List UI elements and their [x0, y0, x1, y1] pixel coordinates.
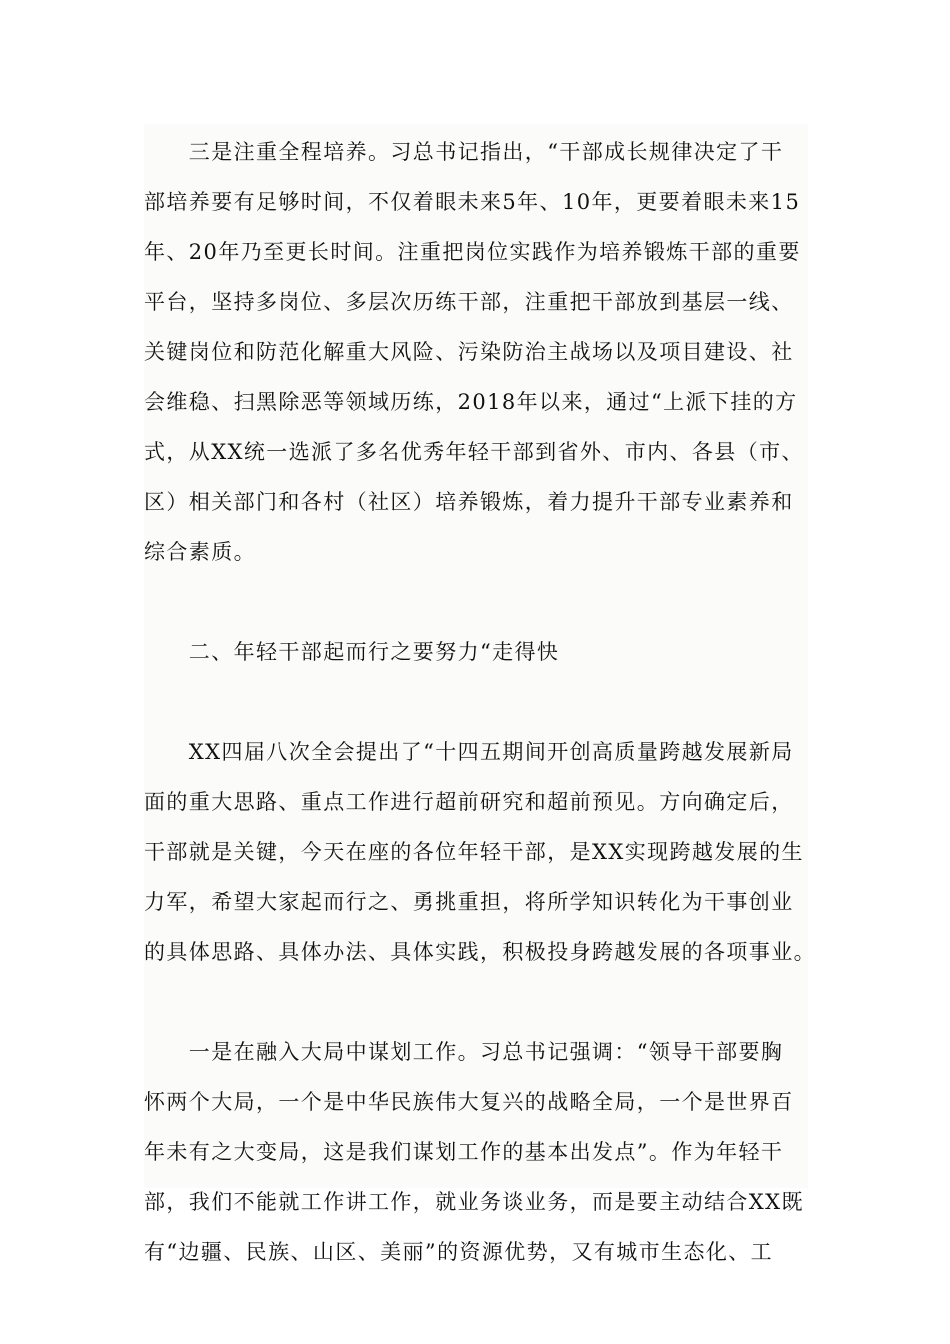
text-line: 三是注重全程培养。习总书记指出，“干部成长规律决定了干 [144, 140, 784, 164]
text-line: XX四届八次全会提出了“十四五期间开创高质量跨越发展新局 [144, 740, 794, 764]
text-line: 部培养要有足够时间，不仅着眼未来5年、10年，更要着眼未来15 [144, 190, 801, 214]
text-line: 年未有之大变局，这是我们谋划工作的基本出发点”。作为年轻干 [144, 1140, 784, 1164]
text-line: 力军，希望大家起而行之、勇挑重担，将所学知识转化为干事创业 [144, 890, 794, 914]
text-line: 部，我们不能就工作讲工作，就业务谈业务，而是要主动结合XX既 [144, 1190, 804, 1214]
text-line: 区）相关部门和各村（社区）培养锻炼，着力提升干部专业素养和 [144, 490, 794, 514]
text-line: 怀两个大局，一个是中华民族伟大复兴的战略全局，一个是世界百 [144, 1090, 794, 1114]
text-line: 一是在融入大局中谋划工作。习总书记强调：“领导干部要胸 [144, 1040, 784, 1064]
text-line: 有“边疆、民族、山区、美丽”的资源优势，又有城市生态化、工 [144, 1240, 774, 1264]
text-line: 式，从XX统一选派了多名优秀年轻干部到省外、市内、各县（市、 [144, 440, 804, 464]
document-body [144, 124, 816, 1264]
text-line: 关键岗位和防范化解重大风险、污染防治主战场以及项目建设、社 [144, 340, 794, 364]
text-line: 面的重大思路、重点工作进行超前研究和超前预见。方向确定后， [144, 790, 794, 814]
text-line: 干部就是关键，今天在座的各位年轻干部，是XX实现跨越发展的生 [144, 840, 804, 864]
text-line: 平台，坚持多岗位、多层次历练干部，注重把干部放到基层一线、 [144, 290, 794, 314]
text-line: 会维稳、扫黑除恶等领域历练，2018年以来，通过“上派下挂的方 [144, 390, 798, 414]
section-heading: 二、年轻干部起而行之要努力“走得快 [144, 640, 560, 664]
text-line: 的具体思路、具体办法、具体实践，积极投身跨越发展的各项事业。 [144, 940, 816, 964]
text-line: 年、20年乃至更长时间。注重把岗位实践作为培养锻炼干部的重要 [144, 240, 801, 264]
text-line: 综合素质。 [144, 540, 256, 564]
